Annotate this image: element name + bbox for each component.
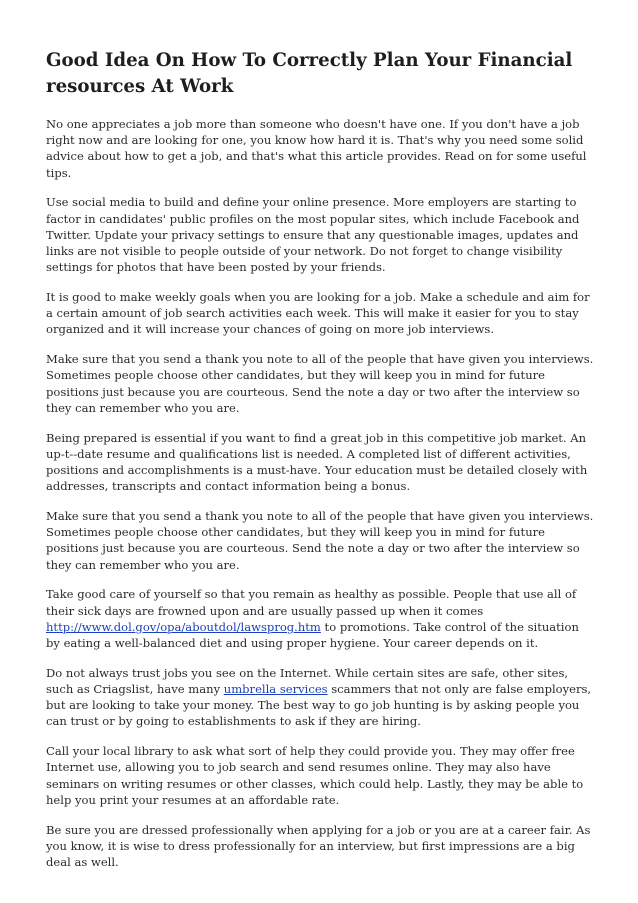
paragraph-social-media: Use social media to build and define your online presence. More employers are starting to factor in candidates' public profiles on the most popular sites, which include Facebook and Twitter. Update your privacy settings to ensure that any questionable images, updates and links are not visible to people outside of your network. Do not forget to change visibility settings for photos that have been posted by your friends. <box>46 195 580 275</box>
paragraph-intro: No one appreciates a job more than someone who doesn't have one. If you don't have a job right now and are looking for one, you know how hard it is. That's why you need some solid advice about how to get a job, and that's what this article provides. Read on for some useful tips. <box>46 117 587 180</box>
paragraph-health <box>46 586 596 651</box>
paragraph-health-text-after: to promotions. Take control of the situation by eating a well-balanced diet and using proper hygiene. Your career depends on it. <box>46 619 579 651</box>
dol-link[interactable]: http://www.dol.gov/opa/aboutdol/lawsprog.htm <box>46 619 321 634</box>
paragraph-thank-you-note: Make sure that you send a thank you note to all of the people that have given you interviews. Sometimes people choose other candidates, but they will keep you in mind for future positions just because you are courteous. Send the note a day or two after the interview so they can remember who you are. <box>46 352 594 415</box>
paragraph-dress-professionally: Be sure you are dressed professionally when applying for a job or you are at a career fair. As you know, it is wise to dress professionally for an interview, but first impressions are a big deal as well. <box>46 822 591 870</box>
document-page <box>46 48 596 884</box>
umbrella-services-link[interactable]: umbrella services <box>223 682 328 697</box>
paragraph-internet-jobs <box>46 665 596 730</box>
document-title: Good Idea On How To Correctly Plan Your Financial resources At Work <box>46 50 573 97</box>
paragraph-health-text-before: Take good care of yourself so that you remain as healthy as possible. People that use all of their sick days are frowned upon and are usually passed up when it comes <box>46 587 577 618</box>
paragraph-weekly-goals: It is good to make weekly goals when you are looking for a job. Make a schedule and aim for a certain amount of job search activities each week. This will make it easier for you to stay organized and it will increase your chances of going on more job interviews. <box>46 290 590 337</box>
paragraph-be-prepared: Being prepared is essential if you want to find a great job in this competitive job market. An up-t--date resume and qualifications list is needed. A completed list of different activities, positions and accomplishments is a must-have. Your education must be detailed closely with addresses, transcripts and contact information being a bonus. <box>46 430 588 494</box>
paragraph-internet-jobs-text-after: scammers that not only are false employers, but are looking to take your money. The best way to go job hunting is by asking people you can trust or by going to establishments to ask if they are hiring. <box>46 682 592 729</box>
paragraph-local-library: Call your local library to ask what sort of help they could provide you. They may offer free Internet use, allowing you to job search and send resumes online. They may also have seminars on writing resumes or other classes, which could help. Lastly, they may be able to help you print your resumes at an affordable rate. <box>46 744 584 807</box>
paragraph-internet-jobs-text-before: Do not always trust jobs you see on the Internet. While certain sites are safe, other sites, such as Criagslist, have many <box>46 665 569 697</box>
paragraph-thank-you-note-repeat: Make sure that you send a thank you note to all of the people that have given you interviews. Sometimes people choose other candidates, but they will keep you in mind for future positions just because you are courteous. Send the note a day or two after the interview so they can remember who you are. <box>46 509 594 572</box>
